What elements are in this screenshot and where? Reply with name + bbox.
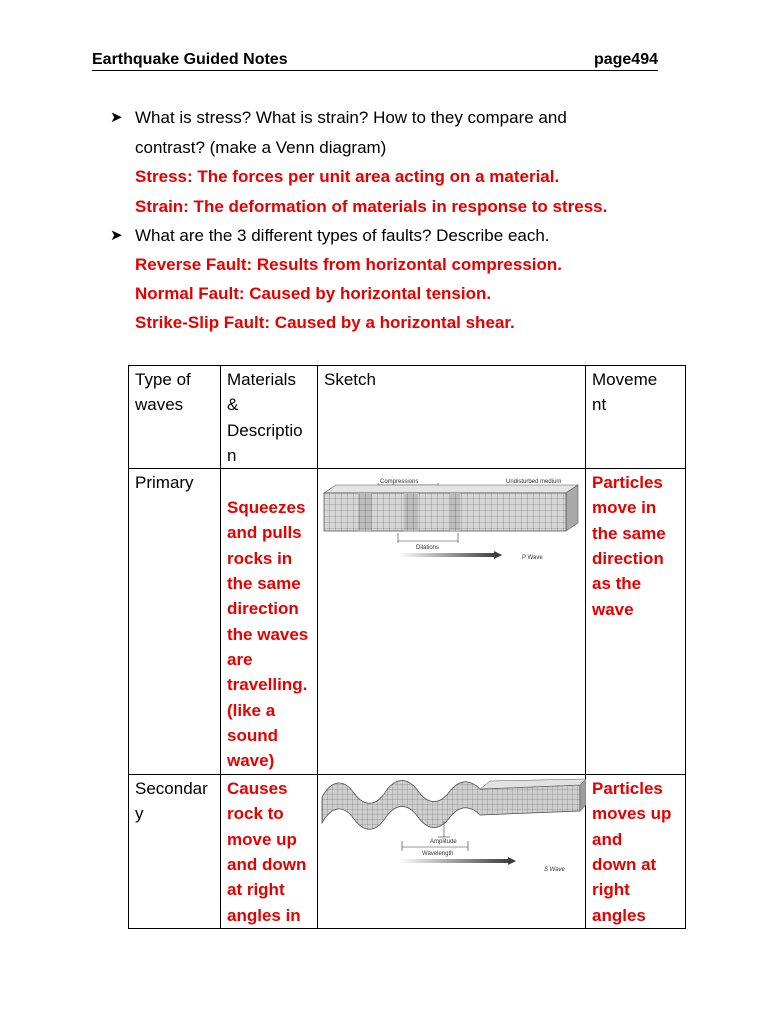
movement-cell: Particles move in the same direction as the wave: [586, 469, 686, 775]
wave-description-cell: Causes rock to move up and down at right angles in: [221, 775, 318, 929]
answer-line: Strike-Slip Fault: Caused by a horizontal shear.: [135, 313, 515, 332]
table-row: [129, 469, 686, 775]
header-cell-sketch: Sketch: [318, 366, 586, 469]
wave-type-cell: Primary: [129, 469, 221, 775]
question-line: What is stress? What is strain? How to they compare and: [135, 108, 567, 127]
wavelength-label: Wavelength: [422, 851, 454, 858]
wave-description-cell: Squeezes and pulls rocks in the same direction the waves are travelling. (like a sound wave): [221, 469, 318, 775]
page-number: page494: [593, 51, 658, 68]
table-row: [129, 775, 686, 929]
document-title: Earthquake Guided Notes: [92, 51, 288, 68]
answer-line: Normal Fault: Caused by horizontal tension.: [135, 284, 492, 303]
header-cell-materials: Materials & Descriptio n: [221, 366, 318, 469]
header-cell-type: Type of waves: [129, 366, 221, 469]
answer-line: Stress: The forces per unit area acting on a material.: [135, 167, 560, 186]
p-wave-label: P Wave: [522, 555, 543, 562]
arrow-bullet-icon: ➤: [110, 109, 123, 126]
s-wave-sketch-cell: [318, 775, 586, 929]
arrow-bullet-icon: ➤: [110, 227, 123, 244]
p-wave-diagram: [318, 469, 586, 579]
seismic-waves-table: [128, 365, 686, 929]
answer-line: Reverse Fault: Results from horizontal compression.: [135, 255, 562, 274]
question-line: contrast? (make a Venn diagram): [135, 138, 387, 157]
movement-cell: Particles moves up and down at right angles: [586, 775, 686, 929]
wave-type-cell: Secondar y: [129, 775, 221, 929]
p-wave-sketch-cell: [318, 469, 586, 775]
amplitude-label: Amplitude: [430, 839, 457, 846]
undisturbed-medium-label: Undisturbed medium: [506, 479, 562, 486]
s-wave-label: S Wave: [544, 867, 565, 874]
dilations-label: Dilations: [416, 545, 440, 552]
s-wave-diagram: [318, 775, 586, 885]
compressions-label: Compressions: [380, 479, 419, 486]
page-header: [92, 51, 658, 71]
question-line: What are the 3 different types of faults? Describe each.: [135, 226, 550, 245]
table-header-row: [129, 366, 686, 469]
header-cell-movement: Moveme nt: [586, 366, 686, 469]
answer-line: Strain: The deformation of materials in response to stress.: [135, 197, 608, 216]
